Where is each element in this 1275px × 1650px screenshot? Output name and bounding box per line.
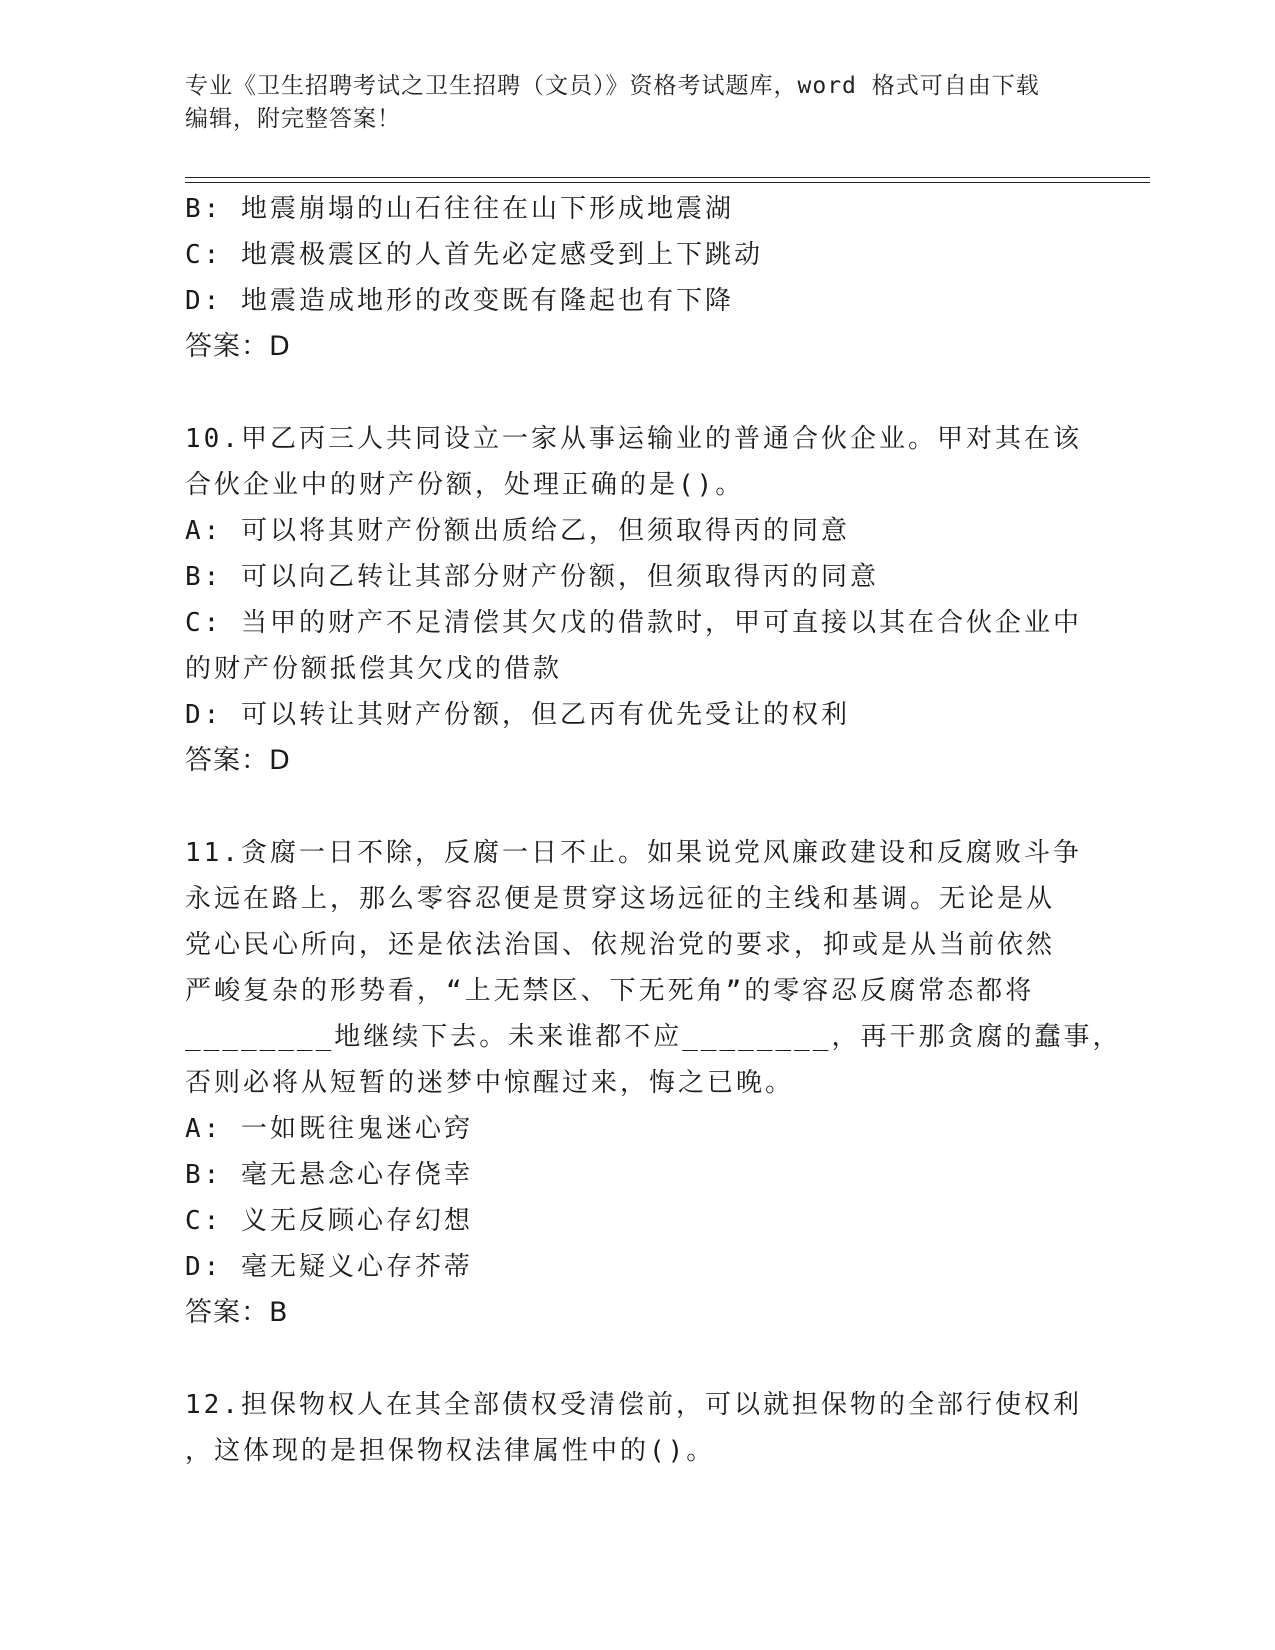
page-header <box>185 70 1065 136</box>
question-stem: 严峻复杂的形势看，“上无禁区、下无死角”的零容忍反腐常态都将 <box>185 976 1035 1006</box>
option-d: D: 地震造成地形的改变既有隆起也有下降 <box>185 286 734 316</box>
option-c-continued: 的财产份额抵偿其欠戊的借款 <box>185 654 563 684</box>
spacer <box>185 370 1085 416</box>
question-11 <box>185 830 1122 1336</box>
question-stem: 党心民心所向，还是依法治国、依规治党的要求，抑或是从当前依然 <box>185 930 1056 960</box>
question-stem: ________地继续下去。未来谁都不应________，再干那贪腐的蠢事， <box>185 1022 1122 1052</box>
answer: 答案：B <box>185 1297 289 1328</box>
question-9 <box>185 186 1085 370</box>
question-stem: 永远在路上，那么零容忍便是贯穿这场远征的主线和基调。无论是从 <box>185 884 1056 914</box>
answer: 答案：D <box>185 331 291 362</box>
question-stem: 12.担保物权人在其全部债权受清偿前，可以就担保物的全部行使权利 <box>185 1390 1082 1420</box>
option-d: D: 可以转让其财产份额，但乙丙有优先受让的权利 <box>185 700 850 730</box>
header-divider-bottom <box>185 182 1150 183</box>
question-stem: 合伙企业中的财产份额，处理正确的是()。 <box>185 470 745 500</box>
header-line-1: 专业《卫生招聘考试之卫生招聘（文员）》资格考试题库，word 格式可自由下载 <box>185 73 1040 99</box>
answer: 答案：D <box>185 745 291 776</box>
question-12 <box>185 1382 1085 1474</box>
header-divider-top <box>185 177 1150 178</box>
question-10 <box>185 416 1085 784</box>
question-stem: ，这体现的是担保物权法律属性中的()。 <box>185 1436 716 1466</box>
option-a: A: 可以将其财产份额出质给乙，但须取得丙的同意 <box>185 516 850 546</box>
option-c: C: 当甲的财产不足清偿其欠戊的借款时，甲可直接以其在合伙企业中 <box>185 608 1082 638</box>
question-stem: 11.贪腐一日不除，反腐一日不止。如果说党风廉政建设和反腐败斗争 <box>185 838 1082 868</box>
option-c: C: 义无反顾心存幻想 <box>185 1206 473 1236</box>
option-c: C: 地震极震区的人首先必定感受到上下跳动 <box>185 240 763 270</box>
option-b: B: 地震崩塌的山石往往在山下形成地震湖 <box>185 194 734 224</box>
header-line-2: 编辑，附完整答案！ <box>185 106 401 132</box>
question-stem: 10.甲乙丙三人共同设立一家从事运输业的普通合伙企业。甲对其在该 <box>185 424 1082 454</box>
spacer <box>185 784 1085 830</box>
option-b: B: 可以向乙转让其部分财产份额，但须取得丙的同意 <box>185 562 879 592</box>
question-stem: 否则必将从短暂的迷梦中惊醒过来，悔之已晚。 <box>185 1068 795 1098</box>
option-d: D: 毫无疑义心存芥蒂 <box>185 1252 473 1282</box>
spacer <box>185 1336 1085 1382</box>
question-content <box>185 186 1122 1474</box>
option-b: B: 毫无悬念心存侥幸 <box>185 1160 473 1190</box>
option-a: A: 一如既往鬼迷心窍 <box>185 1114 473 1144</box>
